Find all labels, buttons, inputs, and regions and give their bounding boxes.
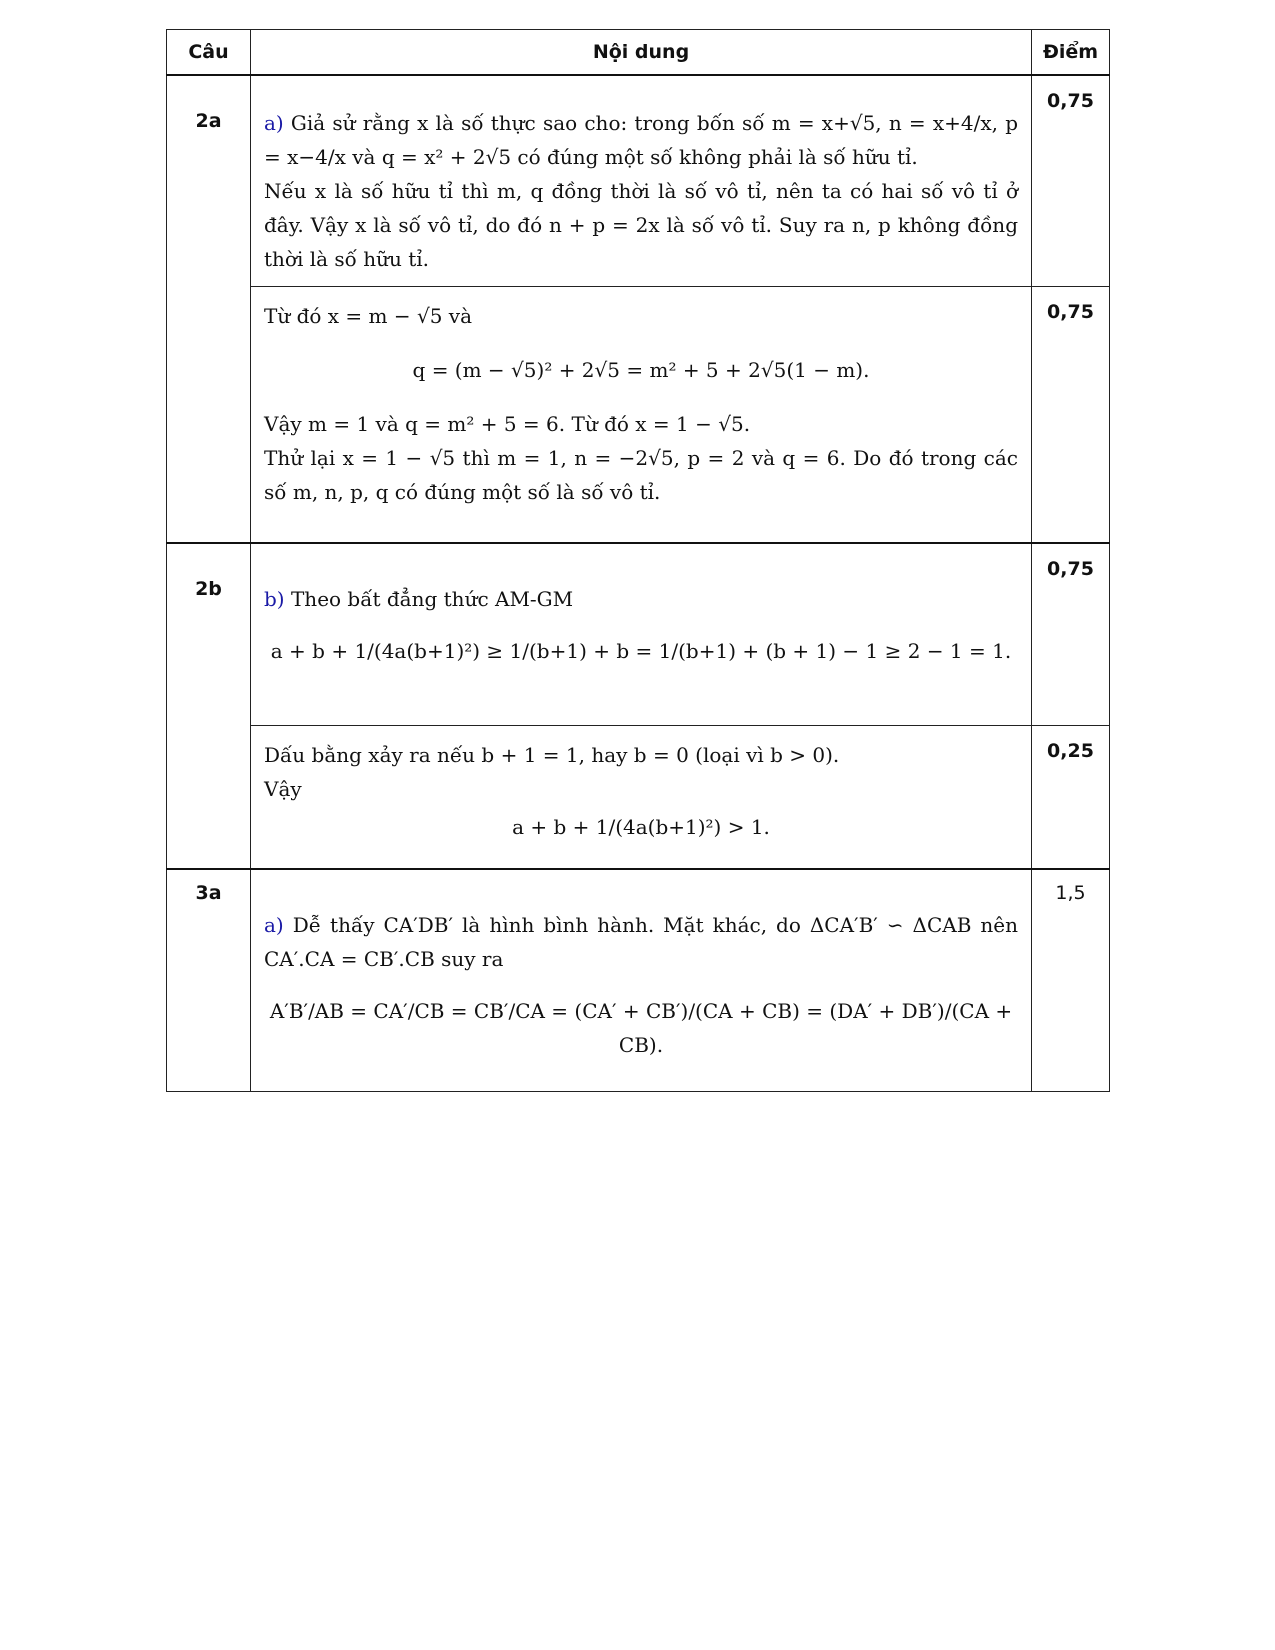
content-cell xyxy=(251,543,1032,725)
points-cell: 1,5 xyxy=(1032,869,1110,1091)
solution-text: Từ đó x = m − √5 và xyxy=(264,303,473,328)
part-label: a) xyxy=(264,111,284,135)
display-equation: a + b + 1/(4a(b+1)²) ≥ 1/(b+1) + b = 1/(b+1) + (b + 1) − 1 ≥ 2 − 1 = 1. xyxy=(270,639,1012,663)
question-number: 3a xyxy=(167,869,251,1091)
solution-text: Vậy xyxy=(264,776,302,801)
points-cell: 0,25 xyxy=(1032,725,1110,869)
question-number: 2a xyxy=(167,75,251,543)
header-points: Điểm xyxy=(1032,30,1110,76)
table-row xyxy=(167,543,1110,725)
part-label: a) xyxy=(264,913,284,937)
content-cell xyxy=(251,725,1032,869)
solution-text: a) Giả sử rằng x là số thực sao cho: trong bốn số m = x+√5, n = x+4/x, p = x−4/x và q = x² + 2√5 có đúng một số không phải là số hữu tỉ. xyxy=(264,111,1018,169)
points-cell: 0,75 xyxy=(1032,75,1110,286)
content-cell xyxy=(251,869,1032,1091)
points-cell: 0,75 xyxy=(1032,286,1110,543)
solution-text: Vậy m = 1 và q = m² + 5 = 6. Từ đó x = 1 − √5. xyxy=(264,411,751,436)
header-question: Câu xyxy=(167,30,251,76)
part-label: b) xyxy=(264,587,285,611)
display-equation: q = (m − √5)² + 2√5 = m² + 5 + 2√5(1 − m). xyxy=(412,357,870,382)
solution-text: Thử lại x = 1 − √5 thì m = 1, n = −2√5, p = 2 và q = 6. Do đó trong các số m, n, p, q có đúng một số là số vô tỉ. xyxy=(264,445,1018,504)
display-equation: A′B′/AB = CA′/CB = CB′/CA = (CA′ + CB′)/(CA + CB) = (DA′ + DB′)/(CA + CB). xyxy=(269,999,1013,1057)
table-row xyxy=(167,869,1110,1091)
table-row xyxy=(167,725,1110,869)
solution-table xyxy=(166,29,1110,1092)
header-row xyxy=(167,30,1110,76)
content-cell xyxy=(251,75,1032,286)
display-equation: a + b + 1/(4a(b+1)²) > 1. xyxy=(512,814,770,839)
table-row xyxy=(167,286,1110,543)
solution-text: Dấu bằng xảy ra nếu b + 1 = 1, hay b = 0 (loại vì b > 0). xyxy=(264,742,840,767)
table-row xyxy=(167,75,1110,286)
solution-text: a) Dễ thấy CA′DB′ là hình bình hành. Mặt khác, do ΔCA′B′ ∽ ΔCAB nên CA′.CA = CB′.CB suy ra xyxy=(264,913,1018,971)
content-cell xyxy=(251,286,1032,543)
solution-text: Nếu x là số hữu tỉ thì m, q đồng thời là số vô tỉ, nên ta có hai số vô tỉ ở đây. Vậy x là số vô tỉ, do đó n + p = 2x là số vô tỉ. Suy ra n, p không đồng thời là số hữu tỉ. xyxy=(264,179,1018,271)
question-number: 2b xyxy=(167,543,251,869)
solution-text: b) Theo bất đẳng thức AM-GM xyxy=(264,587,574,611)
points-cell: 0,75 xyxy=(1032,543,1110,725)
header-content: Nội dung xyxy=(251,30,1032,76)
